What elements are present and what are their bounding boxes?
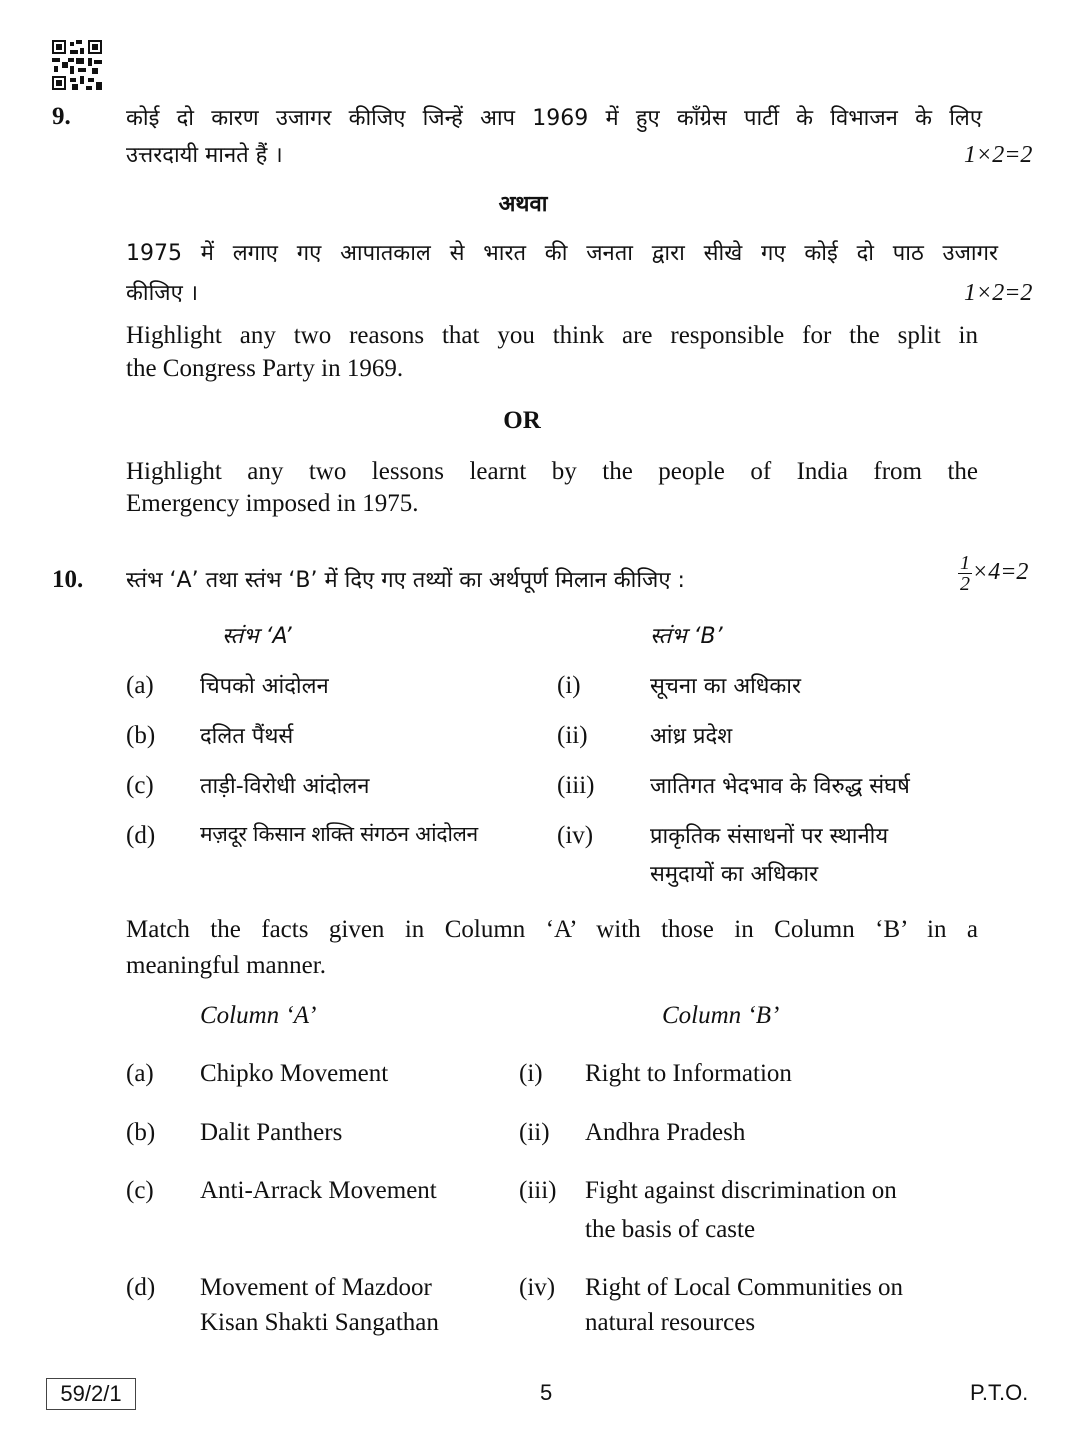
q9-alt-english-line1: Highlight any two lessons learnt by the people of India from the — [126, 458, 978, 485]
english-row-d-numeral: (iv) — [519, 1274, 556, 1301]
q9-or-english: OR — [503, 407, 541, 434]
english-row-b-numeral: (ii) — [519, 1119, 550, 1146]
english-row-d-col-b-line2: natural resources — [585, 1309, 756, 1336]
marks-numerator: 1 — [960, 552, 970, 574]
hindi-row-a-label: (a) — [126, 672, 154, 699]
hindi-row-b-numeral: (ii) — [557, 722, 588, 749]
hindi-row-c-numeral: (iii) — [557, 772, 595, 799]
q9-marks: 1×2=2 — [964, 142, 1033, 168]
paper-code: 59/2/1 — [46, 1378, 136, 1410]
page-number: 5 — [540, 1380, 553, 1405]
marks-denominator: 2 — [960, 573, 970, 595]
hindi-row-b-col-a: दलित पैंथर्स — [200, 724, 294, 749]
hindi-row-a-col-b: सूचना का अधिकार — [650, 674, 801, 699]
question-10-number: 10. — [52, 566, 84, 593]
hindi-row-d-col-b-line1: प्राकृतिक संसाधनों पर स्थानीय — [650, 824, 889, 849]
hindi-row-c-col-b: जातिगत भेदभाव के विरुद्ध संघर्ष — [650, 774, 910, 799]
english-row-d-col-b-line1: Right of Local Communities on — [585, 1274, 904, 1301]
q10-marks — [958, 553, 1028, 594]
english-column-a-header: Column ‘A’ — [200, 1002, 317, 1029]
marks-multiplier: ×4=2 — [972, 559, 1029, 586]
english-row-b-col-b: Andhra Pradesh — [585, 1119, 746, 1146]
english-row-a-label: (a) — [126, 1060, 154, 1087]
hindi-row-b-label: (b) — [126, 722, 156, 749]
q9-alt-hindi-line1: 1975 में लगाए गए आपातकाल से भारत की जनता द्वारा सीखे गए कोई दो पाठ उजागर — [126, 241, 998, 266]
q9-english-line1: Highlight any two reasons that you think are responsible for the split in — [126, 322, 978, 349]
q9-english-line2: the Congress Party in 1969. — [126, 355, 404, 382]
english-column-b-header: Column ‘B’ — [662, 1002, 780, 1029]
q9-alt-hindi-line2: कीजिए । — [126, 281, 199, 306]
english-row-d-label: (d) — [126, 1274, 156, 1301]
q10-english-prompt-line2: meaningful manner. — [126, 952, 326, 979]
q10-hindi-prompt: स्तंभ ‘A’ तथा स्तंभ ‘B’ में दिए गए तथ्यों का अर्थपूर्ण मिलान कीजिए : — [126, 568, 685, 593]
hindi-row-d-col-b-line2: समुदायों का अधिकार — [650, 862, 819, 887]
hindi-row-c-col-a: ताड़ी-विरोधी आंदोलन — [200, 774, 370, 799]
qr-code-icon — [52, 40, 102, 90]
english-row-d-col-a-line2: Kisan Shakti Sangathan — [200, 1309, 439, 1336]
english-row-b-label: (b) — [126, 1119, 156, 1146]
english-row-c-col-a: Anti-Arrack Movement — [200, 1177, 437, 1204]
english-row-c-col-b-line2: the basis of caste — [585, 1216, 756, 1243]
hindi-row-d-col-a: मज़दूर किसान शक्ति संगठन आंदोलन — [200, 822, 478, 846]
hindi-row-b-col-b: आंध्र प्रदेश — [650, 724, 733, 749]
question-9-number: 9. — [52, 103, 71, 130]
q9-hindi-line1: कोई दो कारण उजागर कीजिए जिन्हें आप 1969 में हुए कॉंग्रेस पार्टी के विभाजन के लिए — [126, 106, 982, 131]
marks-fraction — [958, 553, 972, 594]
hindi-row-d-label: (d) — [126, 822, 156, 849]
hindi-row-a-col-a: चिपको आंदोलन — [200, 674, 329, 699]
q9-alt-english-line2: Emergency imposed in 1975. — [126, 490, 419, 517]
english-row-a-numeral: (i) — [519, 1060, 543, 1087]
q9-or-hindi: अथवा — [498, 192, 548, 217]
hindi-column-b-header: स्तंभ ‘B’ — [650, 624, 723, 649]
english-row-c-numeral: (iii) — [519, 1177, 557, 1204]
hindi-row-d-numeral: (iv) — [557, 822, 594, 849]
english-row-b-col-a: Dalit Panthers — [200, 1119, 343, 1146]
english-row-a-col-b: Right to Information — [585, 1060, 792, 1087]
q9-hindi-line2: उत्तरदायी मानते हैं । — [126, 143, 283, 168]
hindi-row-a-numeral: (i) — [557, 672, 581, 699]
pto-label: P.T.O. — [970, 1380, 1029, 1405]
english-row-c-col-b-line1: Fight against discrimination on — [585, 1177, 897, 1204]
q9-alt-marks: 1×2=2 — [964, 280, 1033, 306]
hindi-column-a-header: स्तंभ ‘A’ — [222, 624, 292, 649]
english-row-a-col-a: Chipko Movement — [200, 1060, 389, 1087]
english-row-c-label: (c) — [126, 1177, 154, 1204]
q10-english-prompt-line1: Match the facts given in Column ‘A’ with those in Column ‘B’ in a — [126, 916, 978, 943]
english-row-d-col-a-line1: Movement of Mazdoor — [200, 1274, 432, 1301]
hindi-row-c-label: (c) — [126, 772, 154, 799]
